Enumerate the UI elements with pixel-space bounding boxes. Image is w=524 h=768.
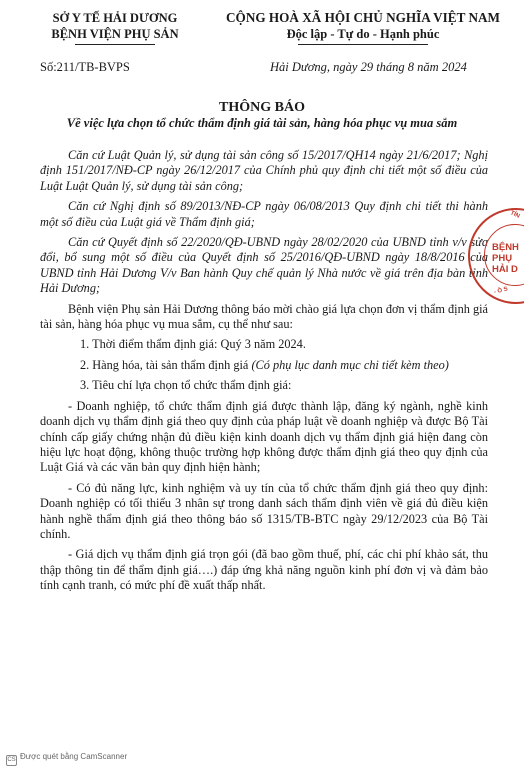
document-body xyxy=(40,148,488,599)
document-date: Hải Dương, ngày 29 tháng 8 năm 2024 xyxy=(270,60,467,74)
department-name: SỞ Y TẾ HẢI DƯƠNG xyxy=(52,11,178,25)
item-1: 1. Thời điểm thẩm định giá: Quý 3 năm 2024. xyxy=(80,337,306,352)
national-title: CỘNG HOÀ XÃ HỘI CHỦ NGHĨA VIỆT NAM xyxy=(226,10,500,25)
seal-line-3: HẢI D xyxy=(492,264,518,275)
header-divider-left xyxy=(75,44,155,45)
camscanner-icon: CS xyxy=(6,755,17,766)
header-divider-right xyxy=(298,44,428,45)
seal-line-1: BỆNH xyxy=(492,242,519,253)
legal-basis-1: Căn cứ Luật Quản lý, sử dụng tài sản công số 15/2017/QH14 ngày 21/6/2017; Nghị định 151/2017/NĐ-CP ngày 26/12/2017 của Chính phủ quy định chi tiết một số điều của Luật Luật Quản lý, sử dụng tài sản công; xyxy=(40,148,488,193)
seal-arc-bottom: - Ò S xyxy=(493,286,509,296)
item-2-main: 2. Hàng hóa, tài sản thẩm định giá xyxy=(80,357,249,372)
item-3: 3. Tiêu chí lựa chọn tổ chức thẩm định giá: xyxy=(80,378,292,393)
hospital-name: BỆNH VIỆN PHỤ SẢN xyxy=(51,27,179,41)
seal-center-text xyxy=(492,242,519,275)
item-2 xyxy=(40,358,488,373)
legal-basis-2: Căn cứ Nghị định số 89/2013/NĐ-CP ngày 06/08/2013 Quy định chi tiết thi hành một số điều của Luật giá về Thẩm định giá; xyxy=(40,199,488,229)
issuing-organization xyxy=(30,10,200,45)
document-number: Số:211/TB-BVPS xyxy=(40,60,130,74)
document-title: THÔNG BÁO xyxy=(219,100,305,115)
item-2-note: (Có phụ lục danh mục chi tiết kèm theo) xyxy=(251,357,449,372)
national-header xyxy=(210,10,516,45)
criterion-3: - Giá dịch vụ thẩm định giá trọn gói (đã bao gồm thuế, phí, các chi phí khảo sát, thu thập thông tin để thẩm định giá….) đáp ứng khả năng nguồn kinh phí đơn vị và đảm bảo tính cạnh tranh, có mức phí đề xuất thấp nhất. xyxy=(40,547,488,593)
intro-paragraph: Bệnh viện Phụ sản Hải Dương thông báo mời chào giá lựa chọn đơn vị thẩm định giá tài sản, hàng hóa phục vụ mua sắm, cụ thể như sau: xyxy=(40,301,488,332)
legal-basis-3: Căn cứ Quyết định số 22/2020/QĐ-UBND ngày 28/02/2020 của UBND tỉnh v/v sửa đổi, bổ sung một số điều của Quyết định số 25/2016/QĐ-UBND ngày 18/8/2016 của UBND tỉnh Hải Dương V/v Ban hành Quy chế quản lý Nhà nước về giá trên địa bàn tỉnh Hải Dương; xyxy=(40,235,488,296)
document-subtitle: Về việc lựa chọn tổ chức thẩm định giá tài sản, hàng hóa phục vụ mua sắm xyxy=(66,116,458,130)
seal-arc-top: TỈN xyxy=(509,210,521,220)
criterion-1: - Doanh nghiệp, tổ chức thẩm định giá được thành lập, đăng ký ngành, nghề kinh doanh dịch vụ thẩm định giá theo quy định của pháp luật về doanh nghiệp và được Bộ Tài chính cấp giấy chứng nhận đủ điều kiện kinh doanh dịch vụ thẩm định giá hiện đang còn hiệu lực hoạt động, không thuộc trường hợp không được thẩm định giá theo quy định của Luật Giá và các văn bản quy định hiện hành; xyxy=(40,398,488,475)
seal-line-2: PHỤ xyxy=(492,253,513,264)
scanner-watermark xyxy=(6,752,127,766)
scanner-watermark-text: Được quét bằng CamScanner xyxy=(20,752,128,761)
national-motto: Độc lập - Tự do - Hạnh phúc xyxy=(286,27,440,41)
criterion-2: - Có đủ năng lực, kinh nghiệm và uy tín của tổ chức thẩm định giá theo quy định: Doanh nghiệp có tối thiểu 3 nhân sự trong danh sách thẩm định viên về giá đủ điều kiện hành nghề thẩm định giá theo thông báo số 1315/TB-BTC ngày 29/12/2023 của Bộ Tài chính. xyxy=(40,480,488,541)
